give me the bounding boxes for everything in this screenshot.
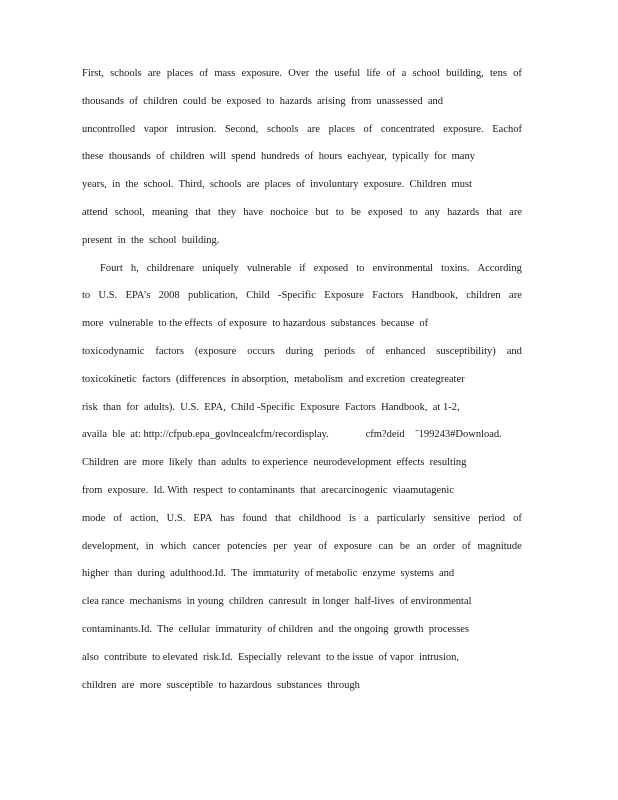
text-word: h, [130,262,139,274]
text-word: of [462,540,471,552]
text-line: availa ble at: http://cfpub.epa_govlncealcfm/recordisplay. cfm?deid ˜199243#Download. [82,429,502,441]
text-word: to [82,290,91,302]
text-word: mass [214,68,236,79]
text-word: school [412,68,440,79]
text-word: Factors [372,290,404,302]
text-word: vapor [143,123,168,135]
text-word: According [477,262,522,274]
text-word: that [275,512,291,524]
text-word: order [433,540,456,552]
text-word: uncontrolled [82,123,136,135]
text-word: U.S. [166,512,186,524]
text-word: that [195,206,211,218]
text-word: childrenare [146,262,194,274]
text-word: tens [490,68,507,79]
text-word: they [218,206,237,218]
text-line: toxicokinetic factors (differences in absorption, metabolism and excretion creategreater [82,373,465,385]
text-word: Handbook, [411,290,458,302]
text-word: schools [267,123,299,135]
text-word: of [365,345,375,357]
text-word: exposure. [241,68,283,79]
text-word: and [506,345,522,357]
text-word: cancer [192,540,221,552]
text-word: concentrated [380,123,435,135]
text-word: per [273,540,287,552]
text-word: places [166,68,194,79]
text-word: exposure [333,540,372,552]
text-word: schools [110,68,142,79]
text-line: risk than for adults). U.S. EPA, Child -Specific Exposure Factors Handbook, at 1-2, [82,401,460,413]
text-word: life [366,68,381,79]
text-word: -Specific [277,290,316,302]
text-word: building, [446,68,484,79]
text-word: be [351,206,361,218]
text-word: children [466,290,501,302]
text-word: enhanced [385,345,426,357]
text-word: hazards [447,206,480,218]
text-word: exposed [313,262,349,274]
text-word: are [307,123,320,135]
text-word: if [299,262,306,274]
text-word: toxins. [441,262,470,274]
text-line: more vulnerable to the effects of exposure to hazardous substances because of [82,318,429,330]
text-word: of [386,68,396,79]
text-line [82,510,522,538]
text-word: that [486,206,503,218]
text-word: in [145,540,154,552]
text-word: to [356,262,365,274]
text-word: which [160,540,187,552]
text-word: year [293,540,312,552]
text-word: childhood [298,512,341,524]
text-word: found [242,512,267,524]
text-word: (exposure [194,345,237,357]
text-word: sensitive [433,512,471,524]
text-line [82,538,522,566]
text-word: Eachof [492,123,522,135]
text-word: school, [114,206,145,218]
text-word: development, [82,540,139,552]
text-word: First, [82,68,104,79]
text-line [82,287,522,315]
text-line: contaminants.Id. The cellular immaturity of children and the ongoing growth processes [82,623,470,635]
text-word: can [378,540,394,552]
text-word: EPA’s [125,290,151,302]
text-word: has [220,512,235,524]
text-word: of [513,68,522,79]
text-word: meaning [151,206,189,218]
text-word: uniquely [202,262,239,274]
text-word: publication, [188,290,238,302]
text-word: occurs [247,345,275,357]
text-word: susceptibility) [436,345,496,357]
text-word: environmental [372,262,434,274]
body-text [82,65,522,704]
text-word: Fourt [100,262,123,274]
text-word: but [315,206,329,218]
text-word: is [349,512,357,524]
text-word: the [315,68,329,79]
text-line [82,343,522,371]
text-word: Child [246,290,270,302]
text-word: Exposure [324,290,364,302]
text-word: Second, [224,123,259,135]
text-line: thousands of children could be exposed to hazards arising from unassessed and [82,95,443,107]
text-word: useful [334,68,361,79]
text-word: of [363,123,373,135]
text-word: an [416,540,427,552]
text-word: potencies [227,540,267,552]
text-line: from exposure. Id. With respect to contaminants that arecarcinogenic viaamutagenic [82,484,454,496]
text-line: Children are more likely than adults to experience neurodevelopment effects resulting [82,457,467,469]
text-line: years, in the school. Third, schools are places of involuntary exposure. Children must [82,179,472,191]
text-word: are [509,290,522,302]
text-word: nochoice [270,206,309,218]
text-word: particularly [376,512,426,524]
text-word: have [243,206,264,218]
text-word: period [478,512,506,524]
text-word: any [424,206,441,218]
text-word: a [364,512,369,524]
text-word: toxicodynamic [82,345,145,357]
text-word: Over [288,68,310,79]
text-word: a [401,68,407,79]
text-word: exposed [368,206,403,218]
text-word: to [409,206,418,218]
text-word: magnitude [477,540,522,552]
text-line [82,204,522,232]
text-word: of [318,540,328,552]
text-word: action, [130,512,159,524]
text-line [82,65,522,93]
text-line: children are more susceptible to hazardous substances through [82,679,360,691]
text-word: mode [82,512,106,524]
text-line: also contribute to elevated risk.Id. Especially relevant to the issue of vapor intrusion, [82,651,460,663]
text-word: EPA [193,512,213,524]
text-word: 2008 [158,290,180,302]
text-word: are [509,206,522,218]
text-word: during [285,345,314,357]
text-word: of [513,512,522,524]
text-line: present in the school building. [82,234,220,246]
text-word: of [199,68,209,79]
text-word: factors [155,345,184,357]
text-line: clea rance mechanisms in young children canresult in longer half-lives of environmental [82,596,472,608]
text-word: of [113,512,123,524]
text-word: attend [82,206,108,218]
text-word: be [399,540,410,552]
text-word: vulnerable [246,262,292,274]
text-word: periods [324,345,355,357]
text-line: higher than during adulthood.Id. The immaturity of metabolic enzyme systems and [82,568,455,580]
text-word: U.S. [98,290,118,302]
text-line [82,121,522,149]
text-word: to [335,206,344,218]
text-line [82,260,522,288]
text-line: these thousands of children will spend hundreds of hours eachyear, typically for many [82,151,475,163]
text-word: are [147,68,161,79]
text-word: places [328,123,355,135]
text-word: exposure. [443,123,484,135]
text-word: intrusion. [176,123,217,135]
